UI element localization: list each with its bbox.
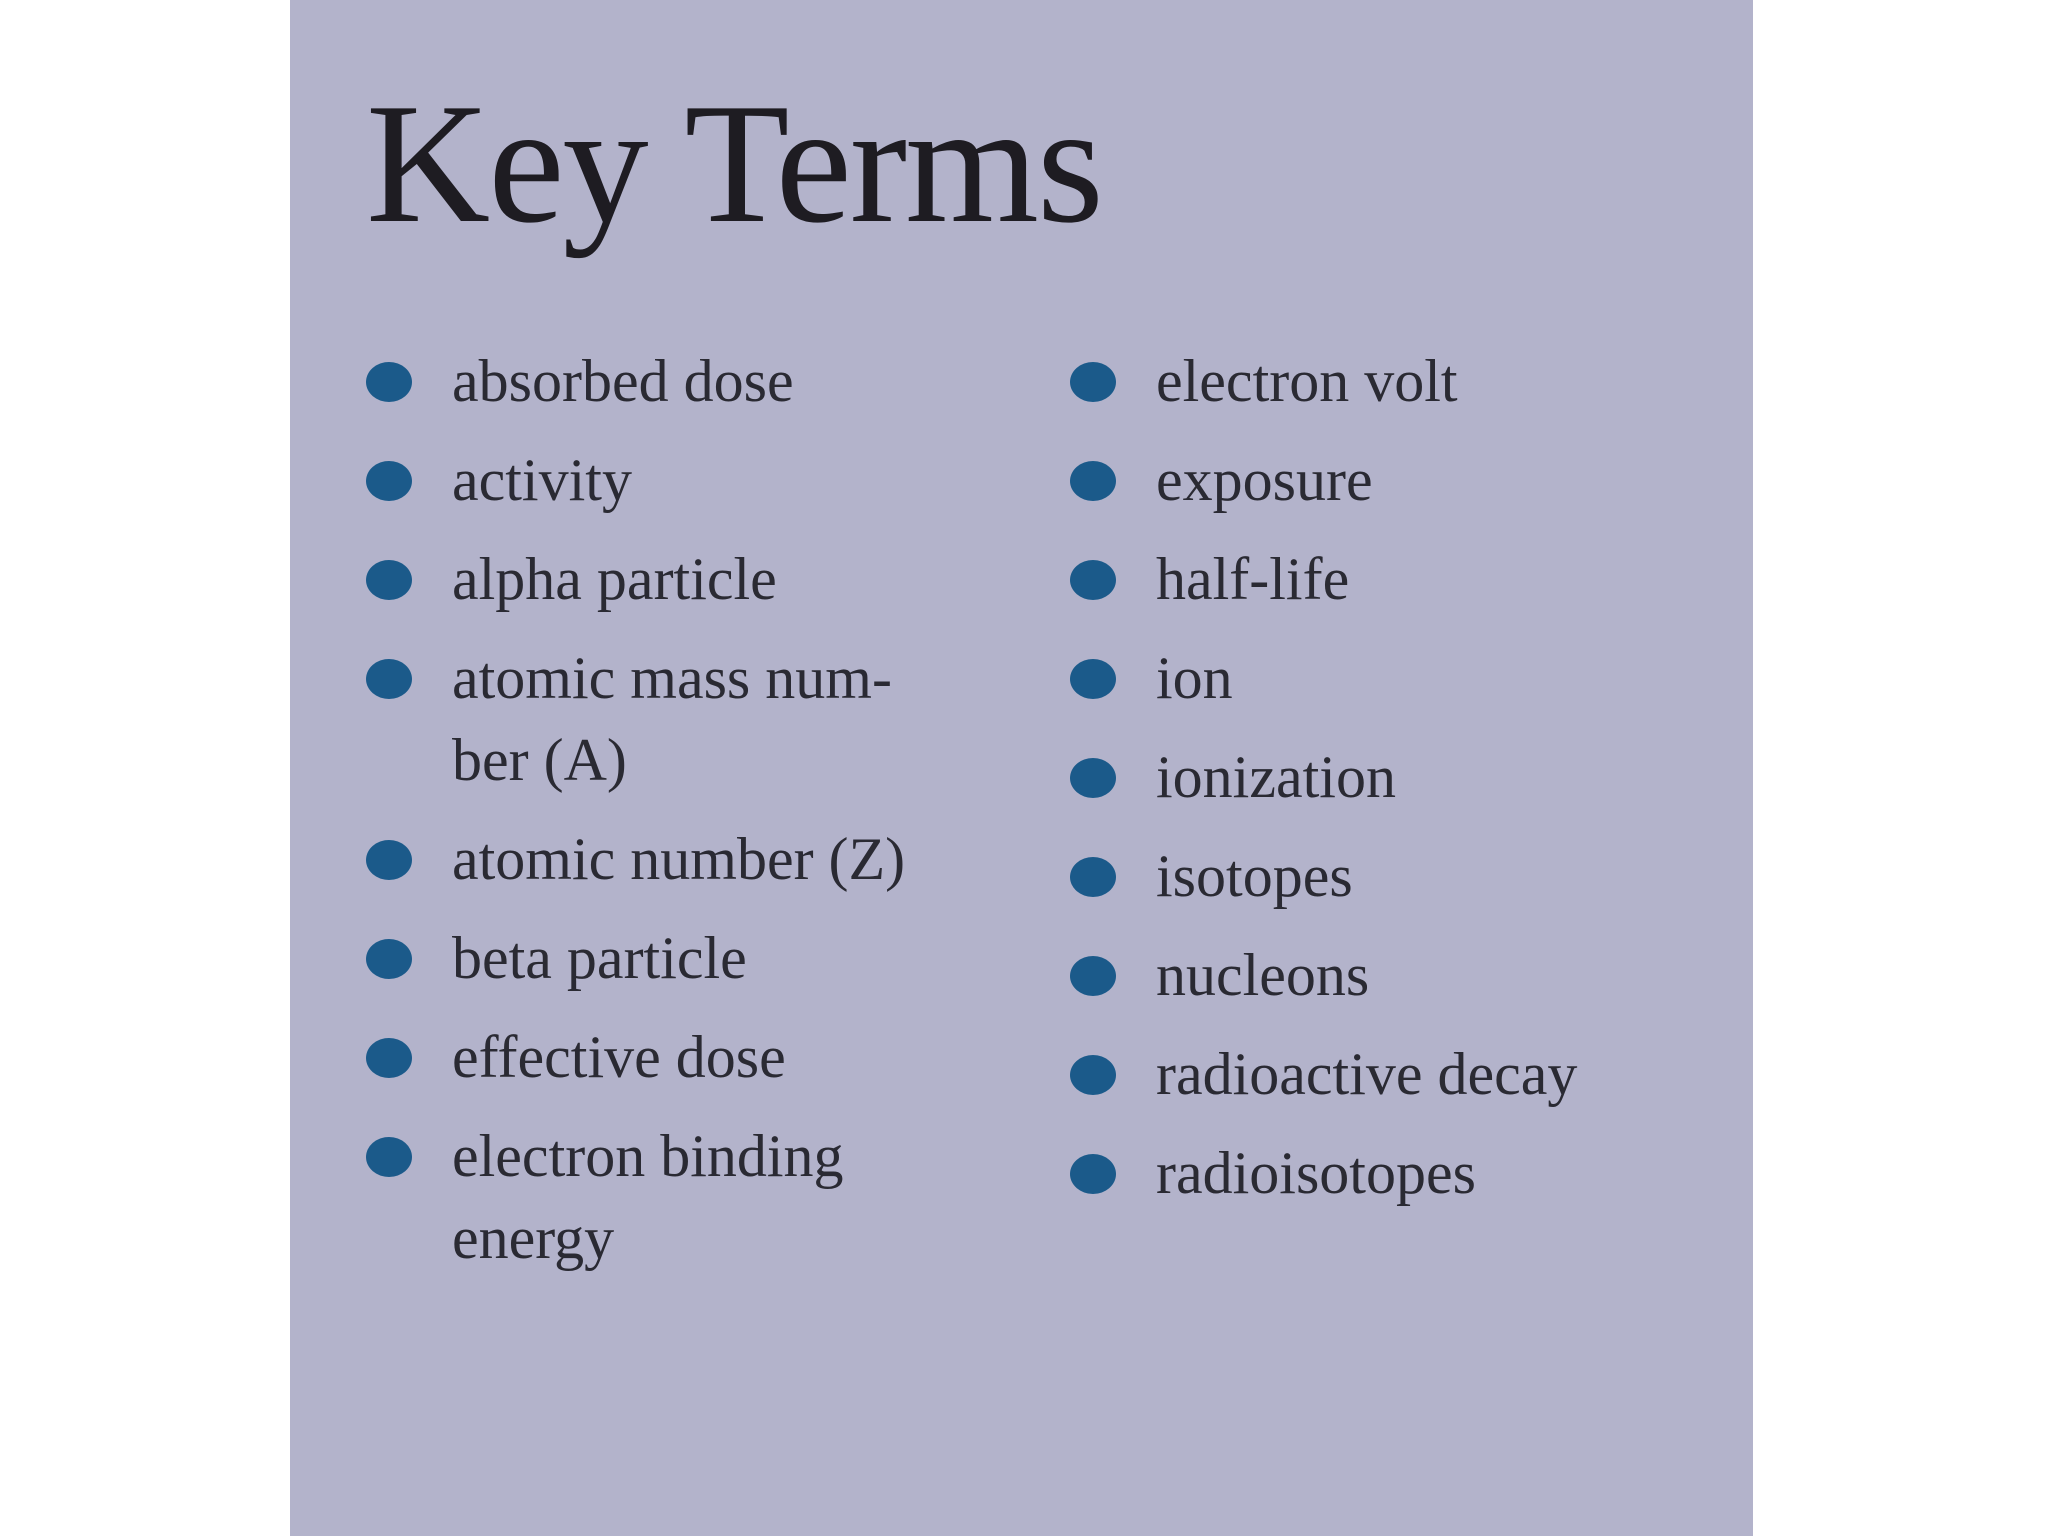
- bullet-icon: [366, 362, 412, 402]
- term-label: electron volt: [1156, 348, 1458, 414]
- bullet-icon: [366, 840, 412, 880]
- bullet-icon: [1070, 1154, 1116, 1194]
- bullet-icon: [366, 560, 412, 600]
- key-terms-panel: [290, 0, 1753, 1536]
- bullet-icon: [366, 461, 412, 501]
- term-label: activity: [452, 447, 632, 513]
- term-label: beta particle: [452, 925, 747, 991]
- bullet-icon: [1070, 362, 1116, 402]
- term-item: [366, 439, 966, 521]
- bullet-icon: [1070, 461, 1116, 501]
- term-item: [366, 340, 966, 422]
- term-item: [1070, 340, 1670, 422]
- page-title: Key Terms: [366, 69, 1102, 259]
- bullet-icon: [366, 939, 412, 979]
- term-item: [366, 818, 966, 900]
- term-label-line-1: electron binding: [452, 1123, 844, 1189]
- term-label: alpha particle: [452, 546, 777, 612]
- term-item: [1070, 835, 1670, 917]
- bullet-icon: [366, 1137, 412, 1177]
- terms-column-2: [1070, 340, 1670, 1231]
- term-item: [366, 1115, 966, 1279]
- term-item: [1070, 934, 1670, 1016]
- term-item: [1070, 1033, 1670, 1115]
- bullet-icon: [1070, 758, 1116, 798]
- term-label: effective dose: [452, 1024, 786, 1090]
- bullet-icon: [366, 1038, 412, 1078]
- term-label: ion: [1156, 645, 1233, 711]
- term-item: [1070, 538, 1670, 620]
- bullet-icon: [1070, 857, 1116, 897]
- term-label: isotopes: [1156, 843, 1353, 909]
- term-label-line-2: ber (A): [452, 727, 627, 793]
- bullet-icon: [1070, 956, 1116, 996]
- term-label: atomic number (Z): [452, 826, 906, 892]
- term-item: [366, 637, 966, 801]
- term-label: radioisotopes: [1156, 1140, 1476, 1206]
- term-item: [366, 1016, 966, 1098]
- bullet-icon: [1070, 1055, 1116, 1095]
- term-item: [1070, 736, 1670, 818]
- term-label: absorbed dose: [452, 348, 794, 414]
- term-label: ionization: [1156, 744, 1396, 810]
- term-label-line-1: atomic mass num-: [452, 645, 892, 711]
- term-item: [366, 917, 966, 999]
- term-item: [366, 538, 966, 620]
- term-item: [1070, 1132, 1670, 1214]
- term-item: [1070, 439, 1670, 521]
- term-label-line-2: energy: [452, 1205, 615, 1271]
- term-label: exposure: [1156, 447, 1373, 513]
- term-item: [1070, 637, 1670, 719]
- term-label: half-life: [1156, 546, 1350, 612]
- term-label: nucleons: [1156, 942, 1370, 1008]
- bullet-icon: [1070, 560, 1116, 600]
- terms-column-1: [366, 340, 966, 1296]
- term-label: radioactive decay: [1156, 1041, 1578, 1107]
- bullet-icon: [1070, 659, 1116, 699]
- bullet-icon: [366, 659, 412, 699]
